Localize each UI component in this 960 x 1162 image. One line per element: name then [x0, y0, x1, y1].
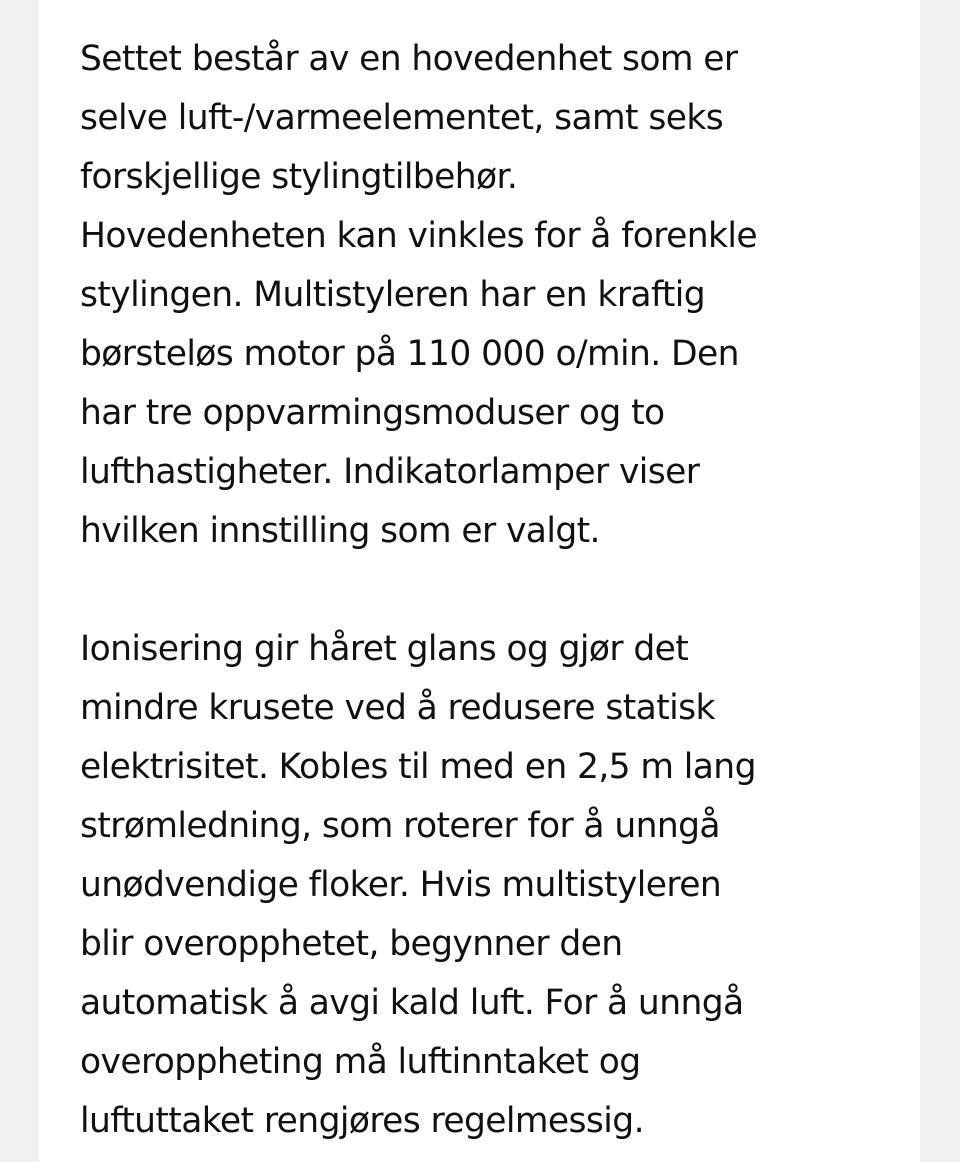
article-body — [80, 30, 880, 1151]
text-line: overoppheting må luftinntaket og — [80, 1042, 641, 1082]
text-line: elektrisitet. Kobles til med en 2,5 m lang — [80, 747, 756, 787]
text-line: forskjellige stylingtilbehør. — [80, 157, 518, 197]
text-line: børsteløs motor på 110 000 o/min. Den — [80, 334, 739, 374]
paragraph-product-description — [80, 30, 880, 561]
paragraph-ionization-safety — [80, 620, 880, 1151]
text-line: luftuttaket rengjøres regelmessig. — [80, 1101, 644, 1141]
text-line: selve luft-/varmeelementet, samt seks — [80, 98, 724, 138]
text-line: strømledning, som roterer for å unngå — [80, 806, 720, 846]
text-line: stylingen. Multistyleren har en kraftig — [80, 275, 706, 315]
text-line: blir overopphetet, begynner den — [80, 924, 623, 964]
text-line: lufthastigheter. Indikatorlamper viser — [80, 452, 700, 492]
text-line: har tre oppvarmingsmoduser og to — [80, 393, 665, 433]
document-page — [39, 0, 920, 1162]
text-line: hvilken innstilling som er valgt. — [80, 511, 600, 551]
text-line: automatisk å avgi kald luft. For å unngå — [80, 983, 744, 1023]
text-line: unødvendige floker. Hvis multistyleren — [80, 865, 722, 905]
text-line: Ionisering gir håret glans og gjør det — [80, 629, 689, 669]
text-line: Hovedenheten kan vinkles for å forenkle — [80, 216, 757, 256]
text-line: mindre krusete ved å redusere statisk — [80, 688, 715, 728]
text-line: Settet består av en hovedenhet som er — [80, 39, 738, 79]
